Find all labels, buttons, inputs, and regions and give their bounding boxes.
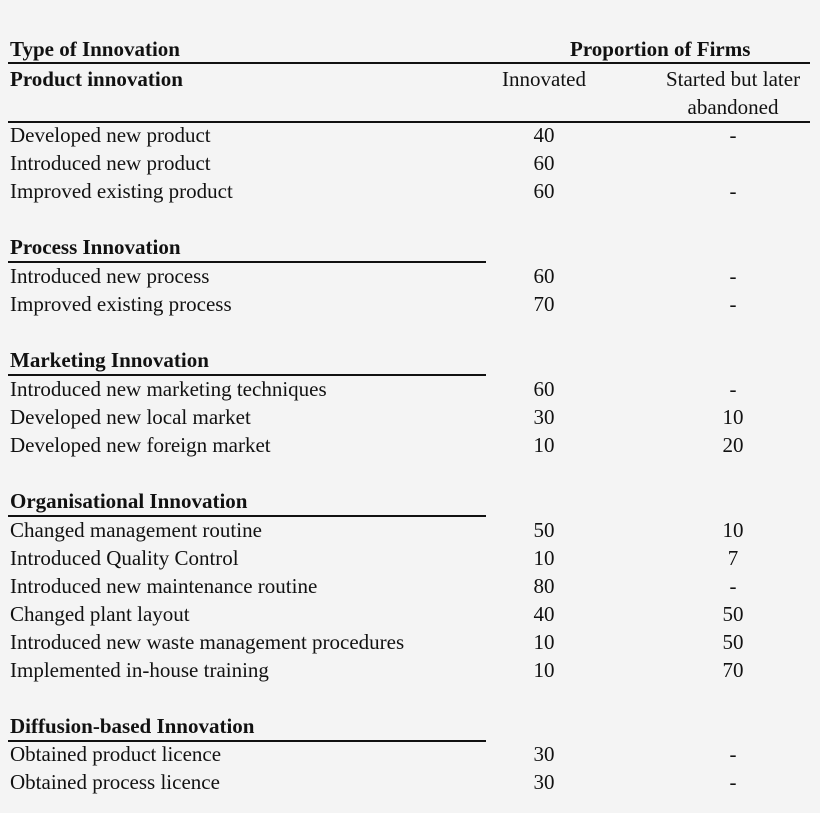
header-type-of-innovation: Type of Innovation xyxy=(10,37,180,61)
row-abandoned: - xyxy=(729,574,737,598)
row-innovated: 40 xyxy=(533,602,555,626)
row-innovated: 10 xyxy=(533,433,555,457)
section-rule xyxy=(8,515,486,517)
row-innovated: 10 xyxy=(533,658,555,682)
section-title: Product innovation xyxy=(10,67,183,91)
row-innovated: 30 xyxy=(533,770,555,794)
header-abandoned-line2: abandoned xyxy=(687,95,779,119)
row-label: Developed new local market xyxy=(10,405,251,429)
row-innovated: 10 xyxy=(533,546,555,570)
row-label: Changed plant layout xyxy=(10,602,190,626)
row-innovated: 60 xyxy=(533,151,555,175)
row-label: Obtained process licence xyxy=(10,770,220,794)
row-abandoned: 50 xyxy=(722,630,744,654)
row-abandoned: - xyxy=(729,292,737,316)
section-title: Diffusion-based Innovation xyxy=(10,714,255,738)
row-abandoned: 50 xyxy=(722,602,744,626)
row-label: Introduced new waste management procedures xyxy=(10,630,405,654)
row-abandoned: - xyxy=(729,179,737,203)
row-abandoned: 20 xyxy=(722,433,744,457)
row-label: Implemented in-house training xyxy=(10,658,269,682)
header-innovated: Innovated xyxy=(502,67,586,91)
row-label: Developed new foreign market xyxy=(10,433,271,457)
top-rule xyxy=(8,62,810,64)
row-abandoned: 70 xyxy=(722,658,744,682)
row-label: Improved existing product xyxy=(10,179,233,203)
row-label: Obtained product licence xyxy=(10,742,222,766)
row-abandoned: - xyxy=(729,770,737,794)
row-innovated: 30 xyxy=(533,405,555,429)
row-abandoned: - xyxy=(729,742,737,766)
row-abandoned: 10 xyxy=(722,405,744,429)
section-title: Process Innovation xyxy=(10,235,181,259)
row-innovated: 50 xyxy=(533,518,555,542)
row-label: Developed new product xyxy=(10,123,211,147)
row-label: Introduced Quality Control xyxy=(10,546,239,570)
row-innovated: 80 xyxy=(533,574,555,598)
row-label: Changed management routine xyxy=(10,518,262,542)
row-label: Introduced new marketing techniques xyxy=(10,377,327,401)
row-label: Introduced new product xyxy=(10,151,211,175)
row-innovated: 30 xyxy=(533,742,555,766)
row-innovated: 60 xyxy=(533,264,555,288)
row-innovated: 60 xyxy=(533,377,555,401)
row-innovated: 70 xyxy=(533,292,555,316)
row-label: Improved existing process xyxy=(10,292,232,316)
header-abandoned-line1: Started but later xyxy=(665,67,801,91)
header-proportion-of-firms: Proportion of Firms xyxy=(570,37,751,61)
section-title: Marketing Innovation xyxy=(10,348,209,372)
row-abandoned: - xyxy=(729,264,737,288)
section-rule xyxy=(8,261,486,263)
row-label: Introduced new process xyxy=(10,264,210,288)
section-rule xyxy=(8,374,486,376)
row-abandoned: - xyxy=(729,377,737,401)
row-innovated: 10 xyxy=(533,630,555,654)
row-innovated: 40 xyxy=(533,123,555,147)
row-innovated: 60 xyxy=(533,179,555,203)
row-abandoned: 7 xyxy=(727,546,739,570)
section-title: Organisational Innovation xyxy=(10,489,248,513)
row-abandoned: 10 xyxy=(722,518,744,542)
row-abandoned: - xyxy=(729,123,737,147)
row-label: Introduced new maintenance routine xyxy=(10,574,318,598)
